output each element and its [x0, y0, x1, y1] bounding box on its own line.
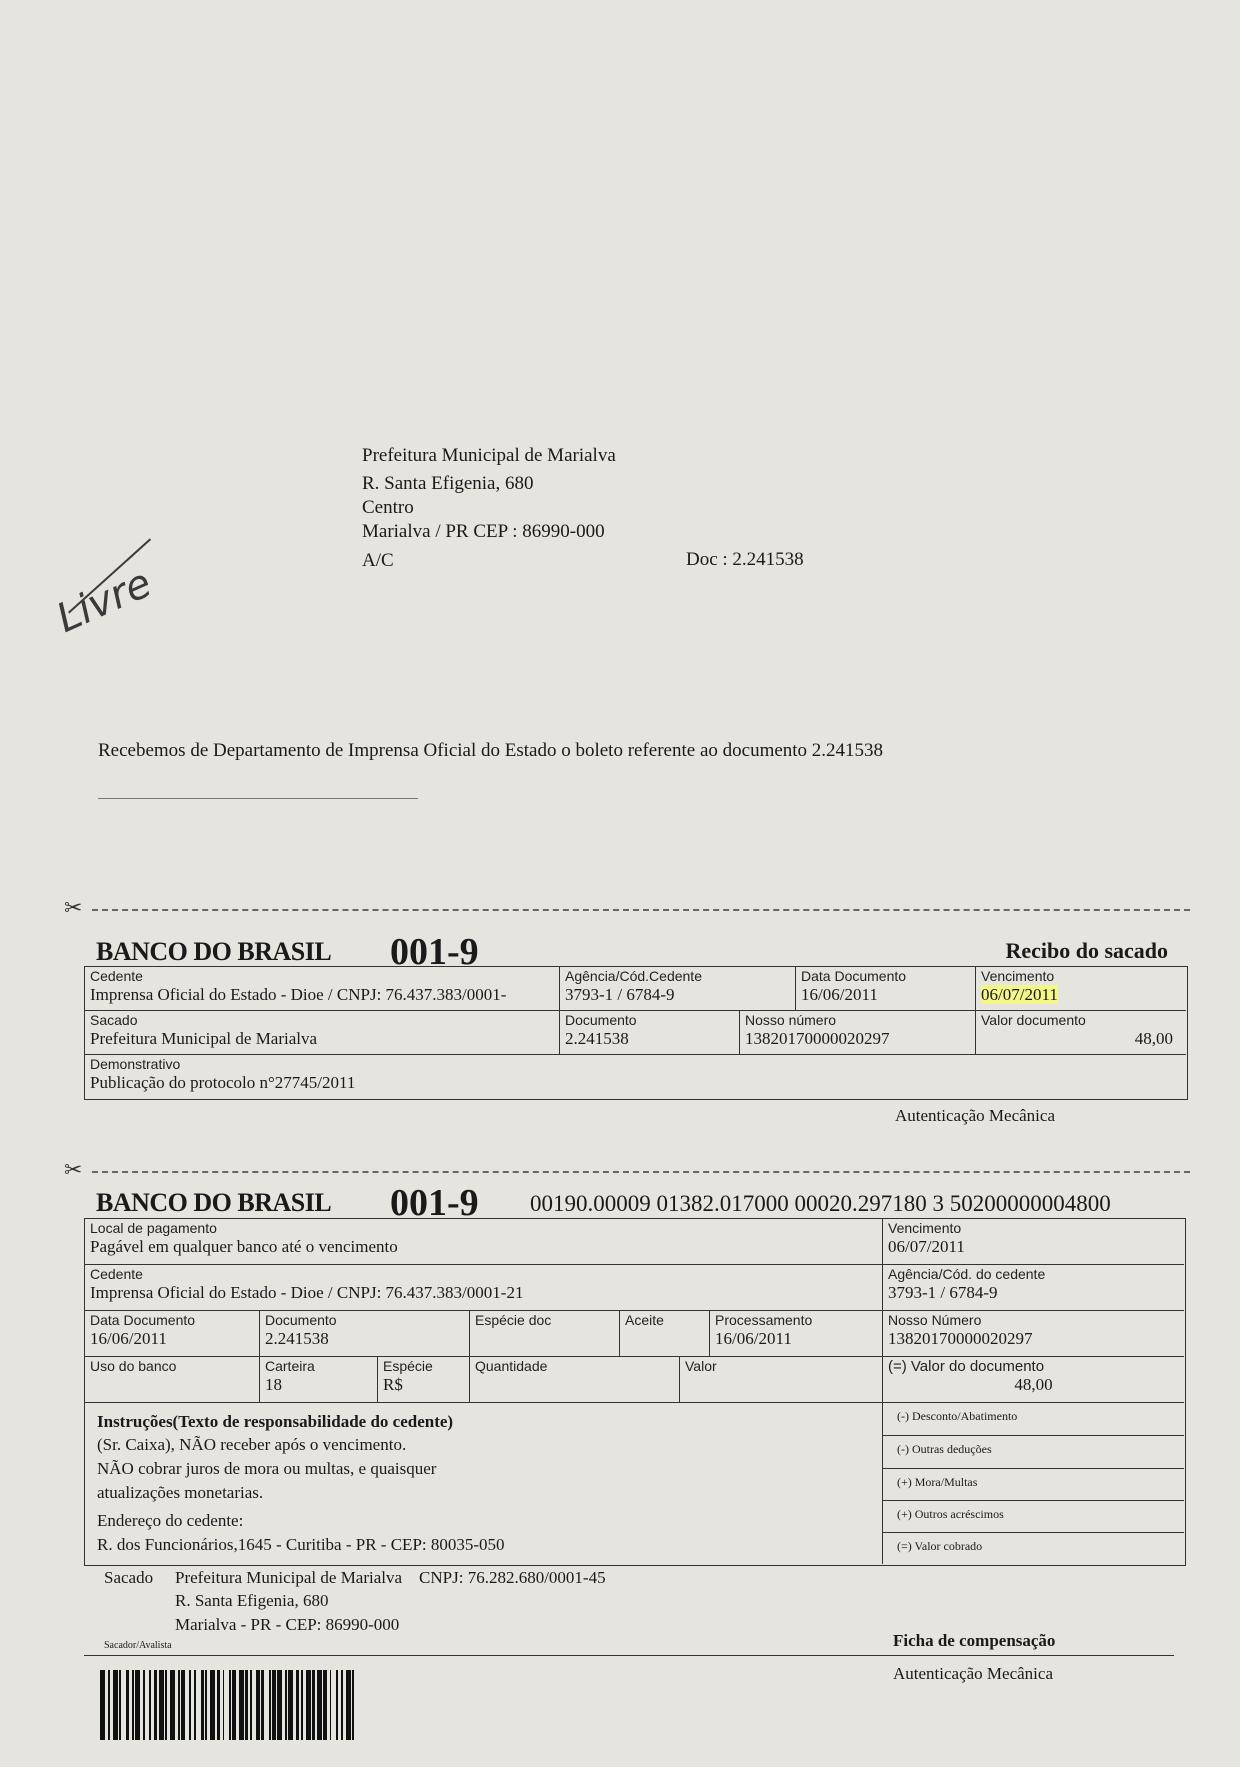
- ficha-especie-doc-cell: [470, 1311, 620, 1357]
- recibo-documento-label: Documento: [565, 1012, 637, 1028]
- ficha-local-value: Pagável em qualquer banco até o vencimento: [90, 1237, 398, 1256]
- recibo-valor-cell: [976, 1011, 1186, 1055]
- ficha-aceite-label: Aceite: [625, 1312, 664, 1328]
- instr-line-3: atualizações monetarias.: [97, 1483, 264, 1502]
- ficha-agencia-value: 3793-1 / 6784-9: [888, 1283, 998, 1302]
- address-line-4: Marialva / PR CEP : 86990-000: [362, 521, 605, 542]
- ficha-datadoc-value: 16/06/2011: [90, 1329, 167, 1348]
- ficha-sacado-line-1: Prefeitura Municipal de Marialva CNPJ: 76.282.680/0001-45: [175, 1568, 606, 1587]
- ficha-carteira-cell: [260, 1357, 378, 1403]
- ficha-sacador-label: Sacador/Avalista: [104, 1640, 172, 1651]
- ficha-carteira-value: 18: [265, 1375, 282, 1394]
- ficha-venc-value: 06/07/2011: [888, 1237, 965, 1256]
- ficha-desconto: (-) Desconto/Abatimento: [883, 1403, 1184, 1436]
- ficha-documento-cell: [260, 1311, 470, 1357]
- bank-name-ficha: BANCO DO BRASIL: [96, 1188, 332, 1217]
- bank-code-ficha: 001-9: [390, 1182, 479, 1224]
- recibo-datadoc-value: 16/06/2011: [801, 985, 878, 1004]
- ficha-datadoc-cell: [85, 1311, 260, 1357]
- recibo-agencia-cell: [560, 967, 796, 1011]
- ficha-cedente-cell: [85, 1265, 883, 1311]
- ficha-title: Ficha de compensação: [893, 1631, 1056, 1650]
- ficha-carteira-label: Carteira: [265, 1358, 315, 1374]
- recibo-agencia-value: 3793-1 / 6784-9: [565, 985, 675, 1004]
- ficha-bottom-rule: [84, 1655, 1174, 1656]
- ficha-nosso-label: Nosso Número: [888, 1312, 982, 1328]
- ficha-agencia-cell: [883, 1265, 1184, 1311]
- recibo-demo-cell: [85, 1055, 1186, 1098]
- recibo-datadoc-cell: [796, 967, 976, 1011]
- ficha-documento-label: Documento: [265, 1312, 337, 1328]
- recibo-cedente-value: Imprensa Oficial do Estado - Dioe / CNPJ: 76.437.383/0001-: [90, 985, 507, 1004]
- ficha-especie-doc-label: Espécie doc: [475, 1312, 552, 1328]
- ficha-quantidade-cell: [470, 1357, 680, 1403]
- ficha-processamento-label: Processamento: [715, 1312, 813, 1328]
- ficha-mora: (+) Mora/Multas: [883, 1469, 1184, 1501]
- ficha-quantidade-label: Quantidade: [475, 1358, 548, 1374]
- doc-number: Doc : 2.241538: [686, 549, 804, 570]
- ficha-valor-doc-label: (=) Valor do documento: [888, 1358, 1045, 1375]
- ficha-documento-value: 2.241538: [265, 1329, 329, 1348]
- ficha-autenticacao: Autenticação Mecânica: [893, 1664, 1053, 1683]
- ficha-valor-doc-cell: [883, 1357, 1184, 1403]
- ficha-local-cell: [85, 1219, 883, 1265]
- signature-line: [98, 798, 418, 799]
- ficha-venc-cell: [883, 1219, 1184, 1265]
- recibo-title: Recibo do sacado: [1005, 938, 1168, 963]
- recibo-documento-value: 2.241538: [565, 1029, 629, 1048]
- scissors-icon: ✂: [64, 896, 83, 921]
- recibo-nosso-cell: [740, 1011, 976, 1055]
- recibo-sacado-label: Sacado: [90, 1012, 138, 1028]
- recibo-sacado-cell: [85, 1011, 560, 1055]
- address-ac: A/C: [362, 550, 394, 571]
- ficha-sacado-label: Sacado: [104, 1568, 154, 1587]
- address-line-1: Prefeitura Municipal de Marialva: [362, 445, 616, 466]
- bank-code-recibo: 001-9: [390, 931, 479, 973]
- ficha-sacado-line-2: R. Santa Efigenia, 680: [175, 1591, 329, 1610]
- ficha-uso-label: Uso do banco: [90, 1358, 177, 1374]
- ficha-cedente-label: Cedente: [90, 1266, 143, 1282]
- recibo-documento-cell: [560, 1011, 740, 1055]
- ficha-outros-acrescimos: (+) Outros acréscimos: [883, 1501, 1184, 1533]
- bank-name-recibo: BANCO DO BRASIL: [96, 937, 332, 966]
- instr-line-4: Endereço do cedente:: [97, 1511, 244, 1530]
- recibo-venc-cell: [976, 967, 1186, 1011]
- recibo-cedente-label: Cedente: [90, 968, 143, 984]
- recibo-cedente-cell: [85, 967, 560, 1011]
- scissors-icon-2: ✂: [64, 1158, 83, 1183]
- recibo-valor-label: Valor documento: [981, 1012, 1086, 1028]
- ficha-outras-deducoes: (-) Outras deduções: [883, 1436, 1184, 1469]
- ficha-especie-cell: [378, 1357, 470, 1403]
- ficha-local-label: Local de pagamento: [90, 1220, 217, 1236]
- recibo-demo-value: Publicação do protocolo n°27745/2011: [90, 1073, 356, 1092]
- instr-line-2: NÃO cobrar juros de mora ou multas, e quaisquer: [97, 1459, 437, 1478]
- ficha-processamento-cell: [710, 1311, 883, 1357]
- ficha-instrucoes-cell: [85, 1403, 883, 1564]
- recibo-datadoc-label: Data Documento: [801, 968, 907, 984]
- ficha-uso-cell: [85, 1357, 260, 1403]
- ficha-valor-doc-value: 48,00: [1014, 1375, 1053, 1394]
- recibo-grid: [84, 966, 1188, 1100]
- recibo-venc-label: Vencimento: [981, 968, 1055, 984]
- cut-line-1: [92, 909, 1190, 911]
- address-line-2: R. Santa Efigenia, 680: [362, 473, 534, 494]
- cut-line-2: [92, 1171, 1190, 1173]
- ficha-valor-cobrado: (=) Valor cobrado: [897, 1539, 983, 1553]
- ficha-especie-label: Espécie: [383, 1358, 433, 1374]
- recibo-valor-value: 48,00: [1134, 1029, 1173, 1048]
- ficha-sacado-line-3: Marialva - PR - CEP: 86990-000: [175, 1615, 400, 1634]
- ficha-aceite-cell: [620, 1311, 710, 1357]
- recibo-demo-label: Demonstrativo: [90, 1056, 181, 1072]
- ficha-nosso-cell: [883, 1311, 1184, 1357]
- ficha-cedente-value: Imprensa Oficial do Estado - Dioe / CNPJ: 76.437.383/0001-21: [90, 1283, 524, 1302]
- recibo-agencia-label: Agência/Cód.Cedente: [565, 968, 702, 984]
- linha-digitavel: 00190.00009 01382.017000 00020.297180 3 50200000004800: [530, 1191, 1111, 1216]
- address-line-3: Centro: [362, 497, 414, 518]
- ficha-valor-cell: [680, 1357, 883, 1403]
- instr-line-1: (Sr. Caixa), NÃO receber após o vencimento.: [97, 1435, 407, 1454]
- ficha-agencia-label: Agência/Cód. do cedente: [888, 1266, 1046, 1282]
- ficha-datadoc-label: Data Documento: [90, 1312, 196, 1328]
- ficha-nosso-value: 13820170000020297: [888, 1329, 1033, 1348]
- recibo-nosso-label: Nosso número: [745, 1012, 837, 1028]
- instr-line-5: R. dos Funcionários,1645 - Curitiba - PR - CEP: 80035-050: [97, 1535, 505, 1554]
- receipt-text: Recebemos de Departamento de Imprensa Oficial do Estado o boleto referente ao documento 2.241538: [98, 740, 884, 761]
- recibo-nosso-value: 13820170000020297: [745, 1029, 890, 1048]
- recibo-sacado-value: Prefeitura Municipal de Marialva: [90, 1029, 318, 1048]
- ficha-processamento-value: 16/06/2011: [715, 1329, 792, 1348]
- handwritten-note: Livre: [50, 560, 159, 643]
- ficha-especie-value: R$: [383, 1375, 403, 1394]
- instr-title: Instruções(Texto de responsabilidade do cedente): [97, 1412, 454, 1431]
- recibo-venc-value: 06/07/2011: [981, 985, 1058, 1004]
- ficha-grid: [84, 1218, 1186, 1566]
- ficha-valor-label: Valor: [685, 1358, 717, 1374]
- recibo-autenticacao: Autenticação Mecânica: [895, 1106, 1055, 1125]
- ficha-venc-label: Vencimento: [888, 1220, 962, 1236]
- barcode: [100, 1670, 700, 1740]
